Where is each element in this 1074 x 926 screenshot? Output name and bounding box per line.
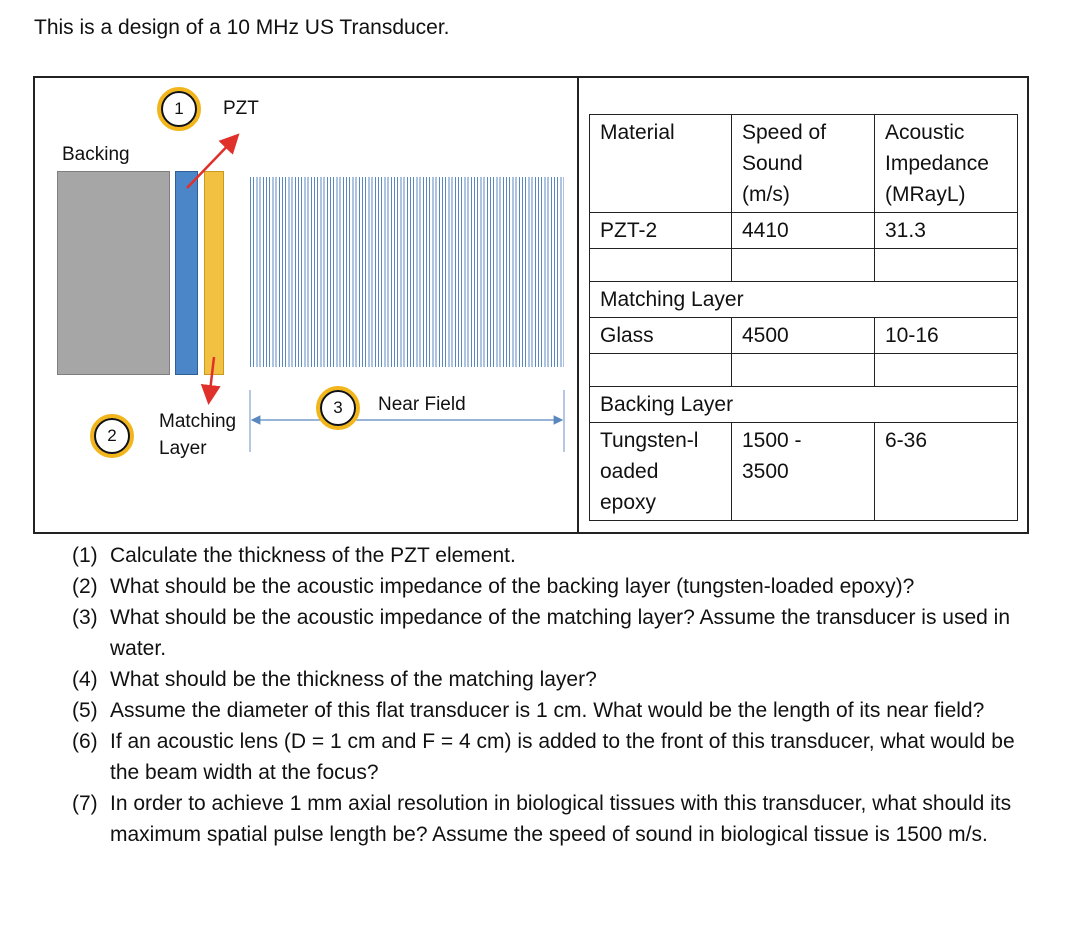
intro-text: This is a design of a 10 MHz US Transducer. xyxy=(34,16,450,39)
cell-glass-impedance: 10-16 xyxy=(875,318,1018,354)
badge-2-number: 2 xyxy=(94,418,130,454)
matching-layer-block xyxy=(204,171,224,375)
header-speed: Speed of Sound (m/s) xyxy=(732,115,875,213)
header-material: Material xyxy=(590,115,732,213)
question-item: (1) Calculate the thickness of the PZT element. xyxy=(72,544,516,567)
table-section-matching xyxy=(590,282,1018,318)
matching-label-line2: Layer xyxy=(159,438,207,459)
table-row-empty xyxy=(590,249,1018,282)
badge-3-number: 3 xyxy=(320,390,356,426)
cell-pzt-material: PZT-2 xyxy=(590,213,732,249)
badge-2 xyxy=(90,414,134,458)
cell-tungsten-material: Tungsten-l oaded epoxy xyxy=(590,423,732,521)
badge-1 xyxy=(157,87,201,131)
cell-pzt-speed: 4410 xyxy=(732,213,875,249)
table-row-empty xyxy=(590,354,1018,387)
cell-glass-material: Glass xyxy=(590,318,732,354)
question-item: (2) What should be the acoustic impedance of the backing layer (tungsten-loaded epoxy)? xyxy=(72,575,915,598)
wave-lines xyxy=(250,177,564,367)
cell-tungsten-impedance: 6-36 xyxy=(875,423,1018,521)
cell-tungsten-speed: 1500 - 3500 xyxy=(732,423,875,521)
table-row-pzt xyxy=(590,213,1018,249)
question-list xyxy=(72,540,1042,850)
table-row-glass xyxy=(590,318,1018,354)
section-backing-label: Backing Layer xyxy=(590,387,1018,423)
section-matching-label: Matching Layer xyxy=(590,282,1018,318)
table-header-row xyxy=(590,115,1018,213)
pzt-element xyxy=(175,171,198,375)
question-item: (5) Assume the diameter of this flat transducer is 1 cm. What would be the length of its near field? xyxy=(72,699,985,722)
near-field-label: Near Field xyxy=(376,392,468,418)
matching-label-line1: Matching xyxy=(159,411,237,432)
question-item: (3) What should be the acoustic impedance of the matching layer? Assume the transducer is used in water. xyxy=(72,606,1011,660)
frame-divider xyxy=(577,76,579,534)
badge-3 xyxy=(316,386,360,430)
question-item: (7) In order to achieve 1 mm axial resolution in biological tissues with this transducer, what should its maximum spatial pulse length be? Assume the speed of sound in biological tissue is 1500 m/s. xyxy=(72,792,1012,846)
table-row-tungsten xyxy=(590,423,1018,521)
material-properties-table xyxy=(589,114,1018,521)
backing-label: Backing xyxy=(62,144,130,165)
cell-glass-speed: 4500 xyxy=(732,318,875,354)
table-section-backing xyxy=(590,387,1018,423)
pzt-label: PZT xyxy=(223,98,259,119)
header-impedance: Acoustic Impedance (MRayL) xyxy=(875,115,1018,213)
question-item: (6) If an acoustic lens (D = 1 cm and F = 4 cm) is added to the front of this transducer, what would be the beam width at the focus? xyxy=(72,730,1015,784)
cell-pzt-impedance: 31.3 xyxy=(875,213,1018,249)
question-item: (4) What should be the thickness of the matching layer? xyxy=(72,668,597,691)
backing-block xyxy=(57,171,170,375)
badge-1-number: 1 xyxy=(161,91,197,127)
